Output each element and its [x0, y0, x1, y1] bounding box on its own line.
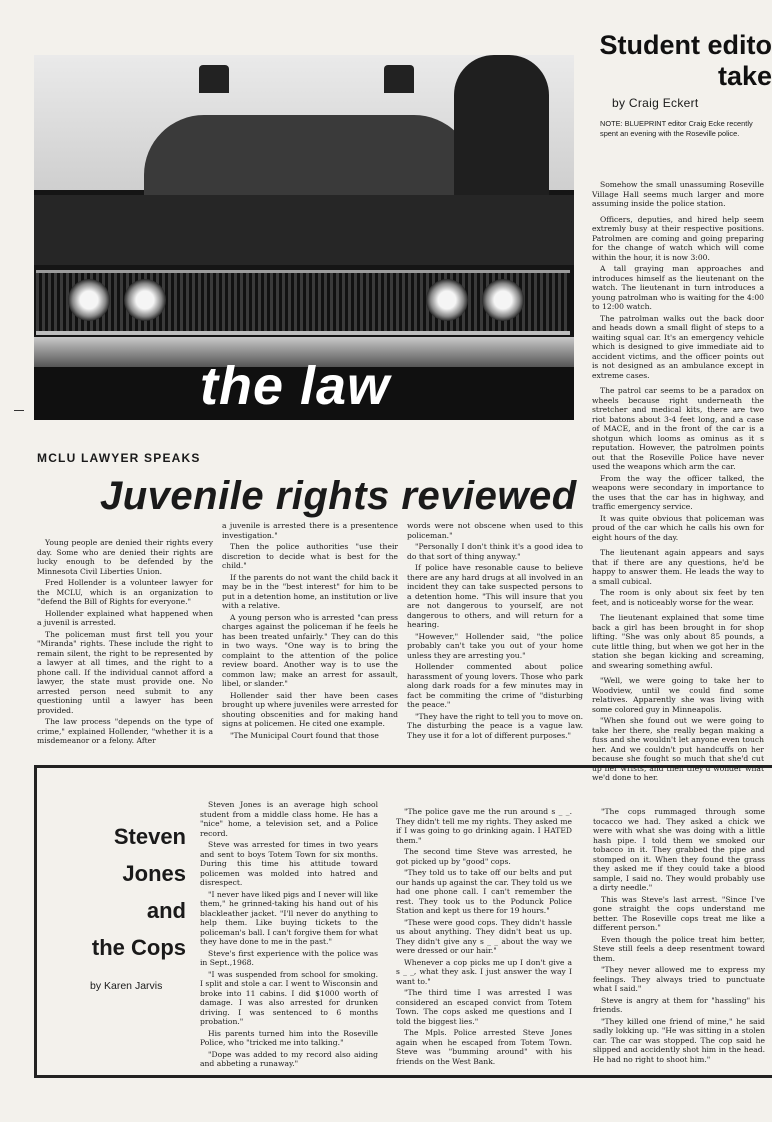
paragraph: If the parents do not want the child back it may be in the "best interest" for him to be put in a detention home, an institution or live with a relative.	[222, 572, 398, 610]
paragraph: Steve is angry at them for "hassling" his friends.	[593, 995, 765, 1014]
paragraph: Then the police authorities "use their discretion to decide what is best for the child."	[222, 542, 398, 570]
headlight	[426, 279, 468, 321]
paragraph: "They killed one friend of mine," he said sadly lokking up. "He was sitting in a stolen car. The car was stopped. The cop said he slipped and accidently shot him in the head. He had no right to shoot him."	[593, 1016, 765, 1064]
paragraph: Steve was arrested for times in two years and sent to boys Totem Town for six months. During this time his attitude toward policemen was molded into hatred and disrespect.	[200, 840, 378, 887]
paragraph: A young person who is arrested "can press charges against the policeman if he feels he has been treated unfairly." They can do this in two ways. "One way is to bring the complaint to the attention of the police review board. Another way is to use the common law; make an arrest for assault, libel, or slander."	[222, 612, 398, 688]
headlight	[482, 279, 524, 321]
title-line: the Cops	[91, 935, 186, 960]
paragraph: Whenever a cop picks me up I don't give a s _ _, what they ask. I just answer the way I want to."	[396, 957, 572, 986]
title-line: and	[146, 898, 186, 923]
feature-column	[592, 180, 764, 785]
paragraph: Steven Jones is an average high school student from a middle class home. He has a "nice" home, a television set, and a Police record.	[200, 800, 378, 838]
steven-column-2	[396, 807, 572, 1068]
paragraph: The patrol car seems to be a paradox on wheels because right underneath the stretcher and medical kits, there are two riot batons about 3-4 feet long, and a case of MACE, and in the front of the car is a shotgun which looms as ominus as it s reputation. However, the patrolmen points out that the Roseville Police have never used the weapons which arm the car.	[592, 386, 764, 471]
paragraph: Young people are denied their rights every day. Some who are denied their rights are lucky enough to be defended by the Minnesota Civil Liberties Union.	[37, 538, 213, 576]
feature-headline-line: take	[717, 61, 772, 91]
paragraph: It was quite obvious that policeman was proud of the car which he calls his own for eight hours of the day.	[592, 513, 764, 542]
paragraph: The Mpls. Police arrested Steve Jones again when he escaped from Totem Town. Steve was "bumming around" with his friends on the West Bank.	[396, 1028, 572, 1066]
margin-mark	[14, 410, 24, 411]
paragraph: The lieutenant explained that some time back a girl has been brought in for shop lifting. "She was only about 85 pounds, a cute little thing, but when we got her in the station she began kicking and screaming, and swearing something awful.	[592, 613, 764, 670]
feature-headline	[562, 30, 772, 92]
feature-headline-line: Student edito	[599, 30, 772, 60]
paragraph: If police have resonable cause to believe there are any hard drugs at all involved in an incident they can take suspected persons to a detention home. "This will insure that you are not dangerous to yourself, are not dangerous to others, and will return for a hearing.	[407, 563, 583, 629]
car-windshield	[144, 115, 474, 200]
paragraph: The policeman must first tell you your "Miranda" rights. These include the right to remain silent, the right to be represented by a lawyer at all times, and the right to a phone call. If the individual cannot afford a lawyer, the state must provide one. No arrested person need submit to any questioning until a lawyer has been provided.	[37, 629, 213, 715]
paragraph: "When she found out we were going to take her there, she really began making a fuss and she wouldn't let anyone even touch her. And we couldn't put handcuffs on her because she fought so much that she'd cut up her wrists, and then they'd wonder what we'd done to her.	[592, 716, 764, 782]
paragraph: "These were good cops. They didn't hassle us about anything. They didn't beat us up. They didn't give any s _ _ about the way we were dressed or our hair."	[396, 917, 572, 955]
paragraph: "However," Hollender said, "the police probably can't take you out of your home unless they are arresting you."	[407, 631, 583, 660]
paragraph: His parents turned him into the Roseville Police, who "tricked me into talking."	[200, 1028, 378, 1047]
article-kicker: MCLU LAWYER SPEAKS	[37, 451, 201, 465]
article-column-1	[37, 538, 213, 748]
paragraph: "They have the right to tell you to move on. The disturbing the peace is a vague law. They use it for a lot of different purposes."	[407, 711, 583, 740]
paragraph: "Dope was added to my record also aiding and abbeting a runaway."	[200, 1049, 378, 1068]
paragraph: The second time Steve was arrested, he got picked up by "good" cops.	[396, 847, 572, 866]
editor-note: NOTE: BLUEPRINT editor Craig Ecke recently spent an evening with the Roseville police.	[600, 119, 753, 138]
paragraph: Hollender explained what happened when a juvenil is arrested.	[37, 608, 213, 627]
paragraph: The room is only about six feet by ten feet, and is noticeably worse for the wear.	[592, 588, 764, 607]
paragraph: words were not obscene when used to this policeman."	[407, 521, 583, 540]
paragraph: Officers, deputies, and hired help seem extremly busy at their respective positions. Patrolmen are coming and going preparing for the change of watch which will come within the hour, it is now 3:00.	[592, 214, 764, 262]
paragraph: Steve's first experience with the police was in Sept.,1968.	[200, 948, 378, 967]
article-column-2	[222, 521, 398, 742]
article-headline: Juvenile rights reviewed	[100, 474, 577, 518]
patrolman-figure	[454, 55, 549, 195]
steven-jones-title	[54, 818, 186, 966]
paragraph: "I was suspended from school for smoking. I split and stole a car. I went to Wisconsin and broke into 11 cabins. I did $1000 worth of damage. I was also arrested for drunken driving. I was sentenced to 6 months probation."	[200, 969, 378, 1026]
headlight	[124, 279, 166, 321]
paragraph: A tall graying man approaches and introduces himself as the lieutenant on the watch. The lieutenant in turn introduces a young patrolman who is waiting for the 4:00 to 12:00 watch.	[592, 264, 764, 311]
paragraph: "They told us to take off our belts and put our hands up against the car. They told us we had one phone call. I can't remember the rest. They took us to the Podunck Police Station and kept us there for 19 hours."	[396, 868, 572, 915]
headlight	[68, 279, 110, 321]
paragraph: a juvenile is arrested there is a presentence investigation."	[222, 521, 398, 540]
title-line: Steven Jones	[113, 824, 186, 886]
paragraph: "The third time I was arrested I was considered an escaped convict from Totem Town. The cops asked me questions and I told the biggest lies."	[396, 988, 572, 1026]
paragraph: This was Steve's last arrest. "Since I've gone straight the cops understand me better. The Roseville cops treat me like a different person."	[593, 894, 765, 932]
article-column-3	[407, 521, 583, 742]
paragraph: Fred Hollender is a volunteer lawyer for the MCLU, which is an organization to "defend the Bill of Rights for everyone."	[37, 578, 213, 606]
paragraph: "They never allowed me to express my feelings. They always tried to punctuate what I said."	[593, 965, 765, 993]
siren-light-left	[199, 65, 229, 93]
paragraph: From the way the officer talked, the weapons were secondary in importance to the uses that the car has in highway, and traffic emergency service.	[592, 473, 764, 511]
paragraph: Hollender commented about police harassment of young lovers. Those who park along dark roads for a few minutes may in fact be commiting the crime of "disturbing the peace."	[407, 662, 583, 709]
steven-column-3	[593, 807, 765, 1066]
paragraph: "Well, we were going to take her to Woodview, until we could find some relatives. Apparently she was living with some colored guy in Minneapolis.	[592, 676, 764, 714]
paragraph: The law process "depends on the type of crime," explained Hollender, "whether it is a misdemeanor or a felony. After	[37, 717, 213, 745]
paragraph: The lieutenant again appears and says that if there are any questions, he'd be happy to answer them. He leads the way to a small cubical.	[592, 548, 764, 586]
steven-column-1	[200, 800, 378, 1071]
paragraph: The patrolman walks out the back door and heads down a small flight of steps to a waiting squal car. It's an emergency vehicle which is designed to give immediate aid to accident victims, and the officer points out is not designed as an ambulance except in extreme cases.	[592, 313, 764, 380]
paragraph: "The Municipal Court found that those	[230, 730, 379, 740]
car-hood	[34, 195, 574, 265]
paragraph: Even though the police treat him better, Steve still feels a deep resentment toward them.	[593, 934, 765, 963]
feature-byline: by Craig Eckert	[612, 96, 699, 110]
steven-jones-byline: by Karen Jarvis	[90, 980, 163, 992]
paragraph: "The police gave me the run around s _ _. They didn't tell me my rights. They asked me if I was going to go drinking again. I HATED them."	[396, 807, 572, 845]
paragraph: "The cops rummaged through some tocacco we had. They asked a chick we were with what she was doing with a little hash pipe. I told them we smoked our tobacco in it. They grabbed the pipe and stomped on it. When they found the grass they asked me if they could take a blood sample, I said no. They would probably use a dirty needle."	[593, 807, 765, 892]
siren-light-right	[384, 65, 414, 93]
paragraph: "I never have liked pigs and I never will like them," he grinned-taking his hand out of his blackleather jacket. "I'll never do anything to help them. Like buying tickets to the policeman's ball. I can't forgive them for what they have done to me in the past."	[200, 889, 378, 946]
paragraph: Hollender said ther have been cases brought up where juveniles were arrested for shouting obscenities and for making hand signs at policemen. He cited one example.	[222, 690, 398, 728]
paragraph: Somehow the small unassuming Roseville Village Hall seems much larger and more assuming inside the police station.	[592, 180, 764, 208]
paragraph: "Personally I don't think it's a good idea to do that sort of thing anyway."	[407, 542, 583, 561]
photo-caption: the law	[200, 356, 391, 416]
